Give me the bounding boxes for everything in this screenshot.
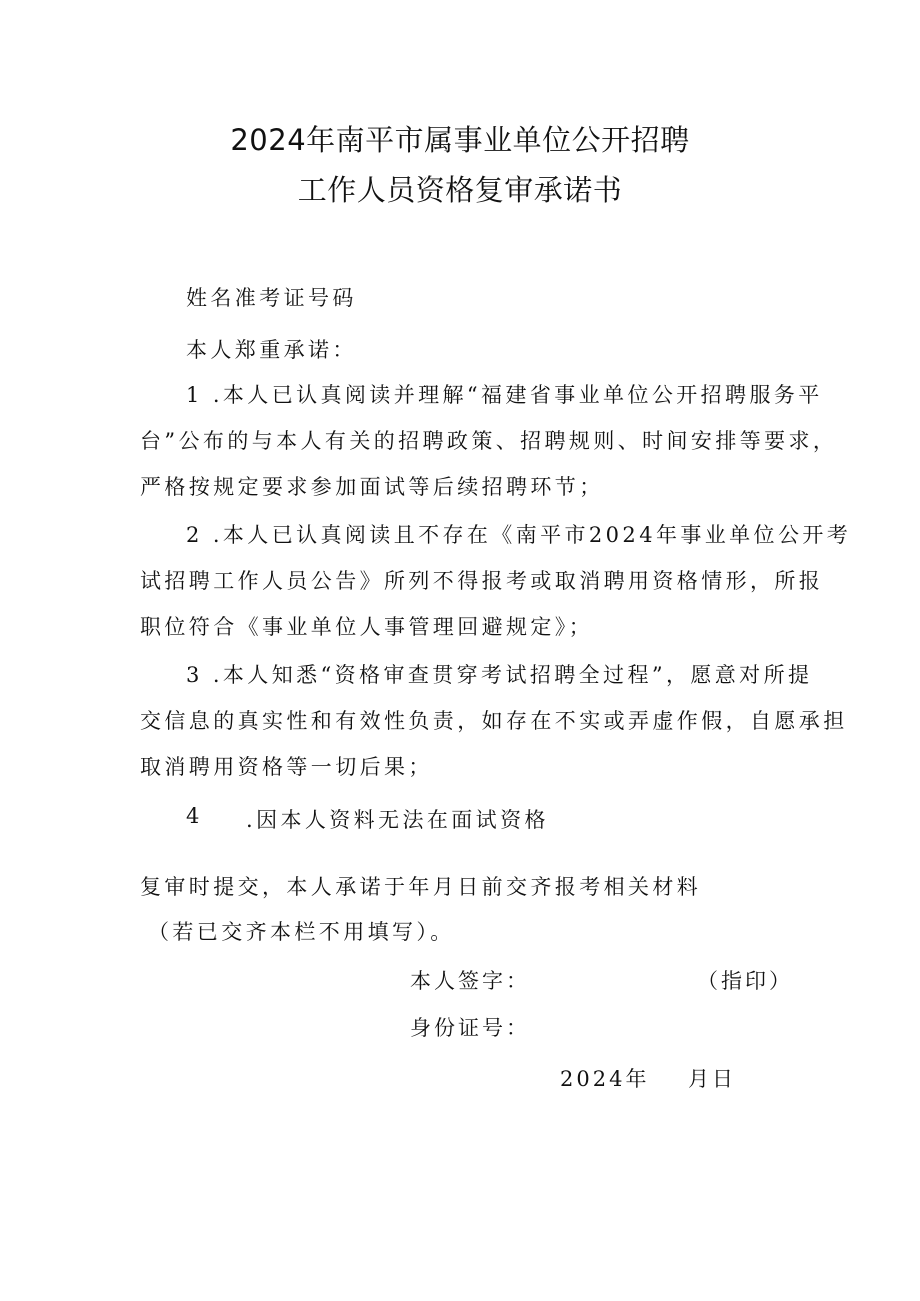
date-year: 2024年 xyxy=(560,1067,650,1091)
pledge-item-4-number: 4 xyxy=(186,804,203,828)
pledge-item-2-line1: 2 .本人已认真阅读且不存在《南平市2024年事业单位公开考 xyxy=(186,523,852,547)
document-title-line1: 2024年南平市属事业单位公开招聘 xyxy=(230,123,690,157)
fingerprint-label: （指印） xyxy=(697,969,793,993)
pledge-item-1-line1: 1 .本人已认真阅读并理解“福建省事业单位公开招聘服务平 xyxy=(186,383,823,407)
name-exam-number-line: 姓名准考证号码 xyxy=(186,286,357,310)
pledge-item-2-line2: 试招聘工作人员公告》所列不得报考或取消聘用资格情形，所报 xyxy=(140,569,824,593)
pledge-item-2-line3: 职位符合《事业单位人事管理回避规定》； xyxy=(140,615,594,639)
pledge-item-1-line3: 严格按规定要求参加面试等后续招聘环节； xyxy=(140,475,604,499)
signature-label: 本人签字： xyxy=(410,969,530,993)
date-month-day: 月日 xyxy=(688,1067,736,1091)
pledge-item-3-line1: 3 .本人知悉“资格审查贯穿考试招聘全过程”，愿意对所提 xyxy=(186,663,813,687)
id-number-label: 身份证号： xyxy=(410,1016,530,1040)
pledge-item-4-line2: 复审时提交，本人承诺于年月日前交齐报考相关材料 xyxy=(140,875,702,899)
pledge-item-1-line2: 台”公布的与本人有关的招聘政策、招聘规则、时间安排等要求， xyxy=(140,429,838,453)
pledge-item-4-line3: （若已交齐本栏不用填写）。 xyxy=(148,920,455,944)
pledge-item-3-line3: 取消聘用资格等一切后果； xyxy=(140,755,433,779)
document-title-line2: 工作人员资格复审承诺书 xyxy=(297,173,623,207)
pledge-item-3-line2: 交信息的真实性和有效性负责，如存在不实或弄虚作假，自愿承担 xyxy=(140,709,848,733)
pledge-item-4-line1: .因本人资料无法在面试资格 xyxy=(246,808,549,832)
pledge-intro: 本人郑重承诺： xyxy=(186,338,357,362)
